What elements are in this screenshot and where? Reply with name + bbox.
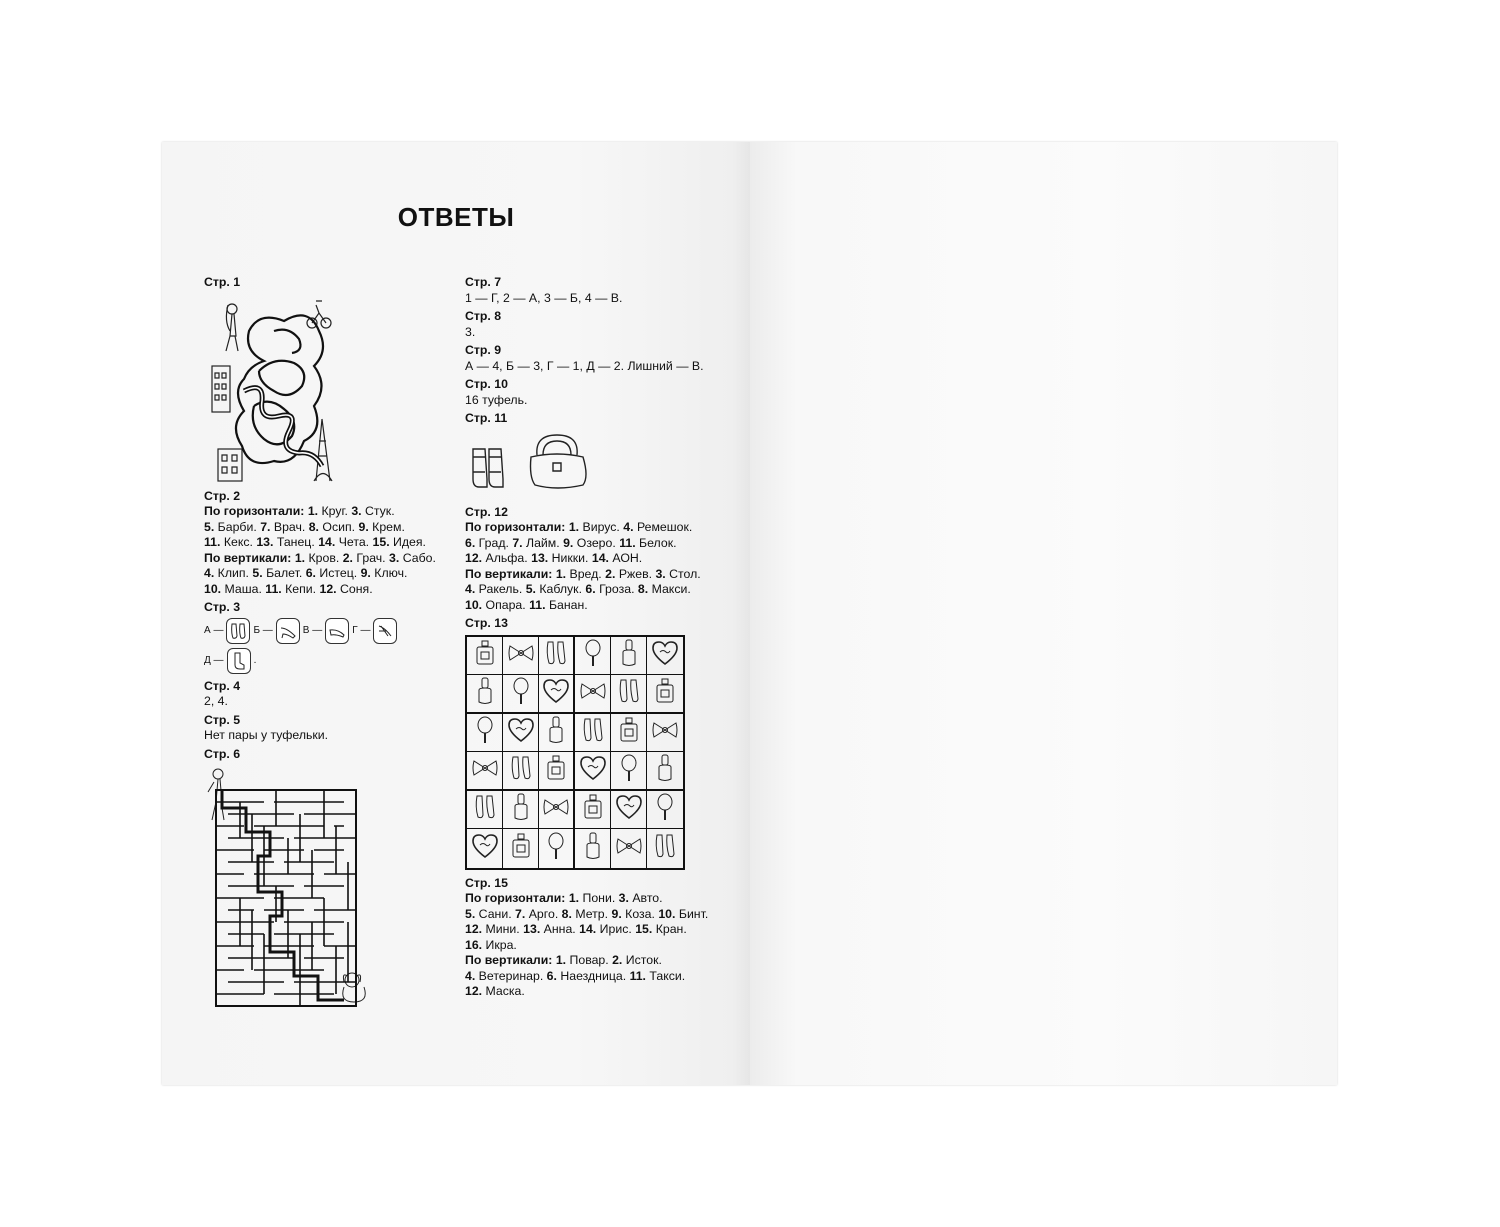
heart-icon xyxy=(542,678,570,709)
polish-icon xyxy=(583,831,603,866)
letter-b: Б — xyxy=(253,624,273,636)
sudoku-cell xyxy=(647,675,683,714)
answer-word: Никки. xyxy=(548,551,592,565)
answer-word: Ракель. xyxy=(475,582,526,596)
answer-line xyxy=(465,598,735,614)
clue-number: 7. xyxy=(512,535,523,550)
answer-word: Град. xyxy=(475,535,513,550)
mirror-icon xyxy=(546,831,566,866)
sudoku-cell xyxy=(647,637,683,676)
sudoku-cell xyxy=(539,829,575,868)
clue-number: 11. xyxy=(204,535,221,549)
section-heading-2: Стр. 2 xyxy=(204,488,241,503)
answer-text: 2, 4. xyxy=(204,694,228,708)
clue-number: 11. xyxy=(619,535,636,550)
polish-icon xyxy=(475,676,495,711)
section-heading-11: Стр. 11 xyxy=(465,411,508,425)
answer-text: А — 4, Б — 3, Г — 1, Д — 2. Лишний — В. xyxy=(465,358,704,373)
answer-word: Наездница. xyxy=(556,968,630,983)
answer-word: Кран. xyxy=(652,922,687,936)
answer-line xyxy=(204,520,464,536)
shoes-icon xyxy=(580,716,606,749)
answer-line xyxy=(465,953,735,969)
letter-v: В — xyxy=(302,624,323,636)
picture-sudoku-grid xyxy=(465,635,685,870)
answer-word: Стук. xyxy=(361,504,395,518)
section-heading-6: Стр. 6 xyxy=(204,746,241,761)
clue-number: 9. xyxy=(611,906,622,921)
letter-a: А — xyxy=(204,624,224,636)
shoes-icon xyxy=(616,677,642,710)
clue-number: 9. xyxy=(563,535,574,550)
answer-word: Гроза. xyxy=(595,582,638,596)
mirror-icon xyxy=(475,715,495,750)
sudoku-cell xyxy=(503,714,539,753)
clue-number: 3. xyxy=(351,504,362,518)
answer-word: Ирис. xyxy=(596,922,636,936)
sudoku-cell xyxy=(503,752,539,791)
down-label: По вертикали: xyxy=(465,566,553,581)
clue-number: 11. xyxy=(265,581,282,596)
heart-icon xyxy=(471,833,499,864)
across-label: По горизонтали: xyxy=(204,504,305,518)
sudoku-cell xyxy=(467,829,503,868)
clue-number: 2. xyxy=(342,550,353,565)
answer-word: Сабо. xyxy=(399,550,436,565)
clue-number: 1. xyxy=(307,504,319,518)
clue-number: 7. xyxy=(515,906,526,921)
clue-number: 1. xyxy=(555,953,567,967)
mirror-icon xyxy=(511,676,531,711)
answer-text: Нет пары у туфельки. xyxy=(204,728,329,742)
sudoku-cell xyxy=(467,637,503,676)
section-heading-5: Стр. 5 xyxy=(204,712,241,727)
sudoku-cell xyxy=(539,791,575,830)
sudoku-cell xyxy=(503,637,539,676)
answer-line xyxy=(465,551,735,567)
answer-word: Ветеринар. xyxy=(475,968,547,983)
boots-and-bag-illustration xyxy=(465,427,595,502)
answer-text: 1 — Г, 2 — А, 3 — Б, 4 — В. xyxy=(465,290,623,305)
clue-number: 15. xyxy=(372,535,390,549)
answer-word: Повар. xyxy=(566,953,613,967)
clue-number: 10. xyxy=(204,581,222,596)
period: . xyxy=(253,654,257,666)
answer-line xyxy=(204,504,464,520)
sudoku-cell xyxy=(539,714,575,753)
sudoku-cell xyxy=(539,637,575,676)
heart-icon xyxy=(579,755,607,786)
clue-number: 12. xyxy=(465,922,483,936)
answer-word: Исток. xyxy=(622,953,662,967)
boot-icon xyxy=(227,648,251,674)
sudoku-cell xyxy=(575,829,611,868)
answer-word: Балет. xyxy=(262,566,306,580)
answer-line xyxy=(465,891,735,907)
answer-word: Вирус. xyxy=(579,520,624,534)
answer-word: Каблук. xyxy=(535,582,586,596)
clue-number: 1. xyxy=(568,891,580,905)
clue-number: 2. xyxy=(612,953,623,967)
shoes-icon xyxy=(543,639,569,672)
clue-number: 3. xyxy=(655,566,666,581)
clue-number: 11. xyxy=(529,597,546,612)
clue-number: 1. xyxy=(555,566,567,581)
across-label: По горизонтали: xyxy=(465,891,566,905)
down-label: По вертикали: xyxy=(204,550,292,565)
answer-word: Чета. xyxy=(335,535,373,549)
answer-word: Клип. xyxy=(214,566,253,580)
answer-word: Маска. xyxy=(482,984,525,998)
sudoku-cell xyxy=(467,752,503,791)
clue-number: 11. xyxy=(629,968,646,983)
clue-number: 4. xyxy=(465,582,476,596)
shoe-matching-row xyxy=(204,616,464,646)
section-heading-13: Стр. 13 xyxy=(465,616,508,630)
answer-word: Стол. xyxy=(665,566,701,581)
clue-number: 6. xyxy=(585,582,596,596)
sudoku-cell xyxy=(503,675,539,714)
answer-word: Соня. xyxy=(336,581,373,596)
clue-number: 14. xyxy=(591,551,609,565)
answer-word: Ключ. xyxy=(370,566,408,580)
answer-word: Мини. xyxy=(482,922,524,936)
clue-number: 16. xyxy=(465,937,483,952)
shoes-icon xyxy=(652,832,678,865)
bow-icon xyxy=(507,642,535,669)
answer-line xyxy=(465,582,735,598)
sudoku-cell xyxy=(575,791,611,830)
answer-word: Врач. xyxy=(270,519,309,534)
answer-word: Арго. xyxy=(525,906,562,921)
answer-word: Метр. xyxy=(571,906,612,921)
sudoku-cell xyxy=(503,791,539,830)
section-heading-8: Стр. 8 xyxy=(465,309,502,323)
clue-number: 9. xyxy=(358,519,369,534)
answer-word: Банан. xyxy=(545,597,588,612)
maze-paris-illustration xyxy=(204,291,344,486)
clue-number: 14. xyxy=(318,535,336,549)
section-heading-10: Стр. 10 xyxy=(465,377,508,391)
sudoku-cell xyxy=(611,637,647,676)
answer-word: Кров. xyxy=(305,550,343,565)
clue-number: 5. xyxy=(525,582,536,596)
shoes-pair-icon xyxy=(226,618,250,644)
sudoku-cell xyxy=(611,675,647,714)
sudoku-cell xyxy=(647,752,683,791)
polish-icon xyxy=(655,753,675,788)
perfume-icon xyxy=(617,716,641,749)
heart-icon xyxy=(615,794,643,825)
polish-icon xyxy=(619,638,639,673)
sudoku-cell xyxy=(647,714,683,753)
answer-word: АОН. xyxy=(608,551,643,565)
answer-word: Опара. xyxy=(482,597,530,612)
shoes-icon xyxy=(508,754,534,787)
answer-word: Альфа. xyxy=(482,551,532,565)
clue-number: 12. xyxy=(465,551,483,565)
answer-line xyxy=(465,984,735,1000)
sudoku-cell xyxy=(539,675,575,714)
answer-line xyxy=(204,535,464,551)
clue-number: 3. xyxy=(618,891,629,905)
clue-number: 5. xyxy=(204,519,215,534)
clue-number: 8. xyxy=(637,582,649,596)
perfume-icon xyxy=(473,639,497,672)
clue-number: 1. xyxy=(294,550,306,565)
clue-number: 5. xyxy=(465,906,476,921)
answer-word: Грач. xyxy=(352,550,390,565)
answer-line xyxy=(204,582,464,598)
answer-line xyxy=(465,520,735,536)
heart-icon xyxy=(507,717,535,748)
section-heading-7: Стр. 7 xyxy=(465,275,502,289)
maze-illustration xyxy=(204,762,374,1007)
across-label: По горизонтали: xyxy=(465,520,566,534)
clue-number: 14. xyxy=(579,922,597,936)
clue-number: 13. xyxy=(523,922,541,936)
clue-number: 4. xyxy=(623,520,634,534)
sudoku-cell xyxy=(467,714,503,753)
answer-word: Озеро. xyxy=(573,535,620,550)
answer-line xyxy=(465,567,735,583)
sudoku-cell xyxy=(575,637,611,676)
answer-word: Круг. xyxy=(318,504,352,518)
answer-word: Икра. xyxy=(482,937,517,952)
clue-number: 10. xyxy=(465,597,483,612)
clue-number: 9. xyxy=(360,566,371,580)
mirror-icon xyxy=(655,792,675,827)
clue-number: 8. xyxy=(308,519,319,534)
sudoku-cell xyxy=(647,791,683,830)
bow-icon xyxy=(651,719,679,746)
section-heading-15: Стр. 15 xyxy=(465,875,508,890)
perfume-icon xyxy=(509,832,533,865)
sudoku-cell xyxy=(611,752,647,791)
shoe-matching-row xyxy=(204,646,464,676)
clue-number: 13. xyxy=(256,535,274,549)
polish-icon xyxy=(511,792,531,827)
answer-line xyxy=(465,922,735,938)
answer-word: Бинт. xyxy=(675,906,709,921)
answer-line xyxy=(204,551,464,567)
answer-line xyxy=(465,969,735,985)
clue-number: 6. xyxy=(546,968,557,983)
sudoku-cell xyxy=(611,791,647,830)
clue-number: 15. xyxy=(635,922,653,936)
sudoku-cell xyxy=(647,829,683,868)
answer-line xyxy=(465,536,735,552)
answer-word: Белок. xyxy=(635,535,677,550)
answer-word: Вред. xyxy=(566,566,606,581)
answer-word: Кепи. xyxy=(281,581,320,596)
shoe-icon xyxy=(325,618,349,644)
clue-number: 8. xyxy=(561,906,572,921)
answer-line xyxy=(465,938,735,954)
sudoku-cell xyxy=(503,829,539,868)
perfume-icon xyxy=(581,793,605,826)
sudoku-cell xyxy=(611,714,647,753)
answer-word: Лайм. xyxy=(522,535,564,550)
bow-icon xyxy=(615,835,643,862)
answer-word: Барби. xyxy=(214,519,261,534)
answer-line xyxy=(204,566,464,582)
letter-d: Д — xyxy=(204,654,224,666)
sudoku-cell xyxy=(467,675,503,714)
answer-word: Макси. xyxy=(648,582,691,596)
sudoku-cell xyxy=(575,752,611,791)
clue-number: 3. xyxy=(389,550,400,565)
section-heading-3: Стр. 3 xyxy=(204,600,241,614)
answer-word: Такси. xyxy=(645,968,686,983)
clue-number: 4. xyxy=(204,566,215,580)
right-page xyxy=(750,142,1337,1085)
clue-number: 1. xyxy=(568,520,580,534)
shoes-icon xyxy=(472,793,498,826)
sudoku-cell xyxy=(467,791,503,830)
answer-word: Осип. xyxy=(318,519,359,534)
answer-word: Танец. xyxy=(273,535,319,549)
clue-number: 7. xyxy=(260,519,271,534)
book-spread xyxy=(162,142,1337,1085)
answer-word: Сани. xyxy=(475,906,516,921)
clue-number: 13. xyxy=(531,551,549,565)
clue-number: 10. xyxy=(658,906,676,921)
answer-word: Ржев. xyxy=(615,566,656,581)
section-heading-9: Стр. 9 xyxy=(465,343,502,357)
answer-word: Коза. xyxy=(621,906,659,921)
heart-icon xyxy=(651,640,679,671)
clue-number: 5. xyxy=(252,566,263,580)
mirror-icon xyxy=(619,753,639,788)
answer-word: Крем. xyxy=(368,519,405,534)
bow-icon xyxy=(579,680,607,707)
mirror-icon xyxy=(583,638,603,673)
clue-number: 2. xyxy=(605,566,616,581)
sudoku-cell xyxy=(611,829,647,868)
perfume-icon xyxy=(544,754,568,787)
answer-word: Анна. xyxy=(540,922,580,936)
high-heel-icon xyxy=(276,618,300,644)
bow-icon xyxy=(471,757,499,784)
clue-number: 12. xyxy=(319,581,337,596)
section-heading-12: Стр. 12 xyxy=(465,504,508,519)
clue-number: 12. xyxy=(465,984,483,998)
clue-number: 6. xyxy=(305,566,316,580)
sudoku-cell xyxy=(575,675,611,714)
answer-word: Авто. xyxy=(628,891,663,905)
sandal-icon xyxy=(373,618,397,644)
section-heading-1: Стр. 1 xyxy=(204,275,241,289)
sudoku-cell xyxy=(539,752,575,791)
answers-column-right xyxy=(465,272,735,1000)
answer-word: Кекс. xyxy=(220,535,257,549)
answer-word: Истец. xyxy=(315,566,361,580)
answers-column-left xyxy=(204,272,464,1007)
down-label: По вертикали: xyxy=(465,953,553,967)
clue-number: 4. xyxy=(465,968,476,983)
section-heading-4: Стр. 4 xyxy=(204,678,241,693)
answer-text: 3. xyxy=(465,324,476,339)
bow-icon xyxy=(542,796,570,823)
answer-word: Пони. xyxy=(579,891,619,905)
polish-icon xyxy=(546,715,566,750)
perfume-icon xyxy=(653,677,677,710)
answer-text: 16 туфель. xyxy=(465,392,528,407)
letter-g: Г — xyxy=(352,624,371,636)
sudoku-cell xyxy=(575,714,611,753)
page-title: ОТВЕТЫ xyxy=(397,202,515,232)
answer-word: Ремешок. xyxy=(633,520,693,534)
answer-word: Идея. xyxy=(389,535,426,549)
answer-line xyxy=(465,907,735,923)
clue-number: 6. xyxy=(465,535,476,550)
answer-word: Маша. xyxy=(221,581,266,596)
